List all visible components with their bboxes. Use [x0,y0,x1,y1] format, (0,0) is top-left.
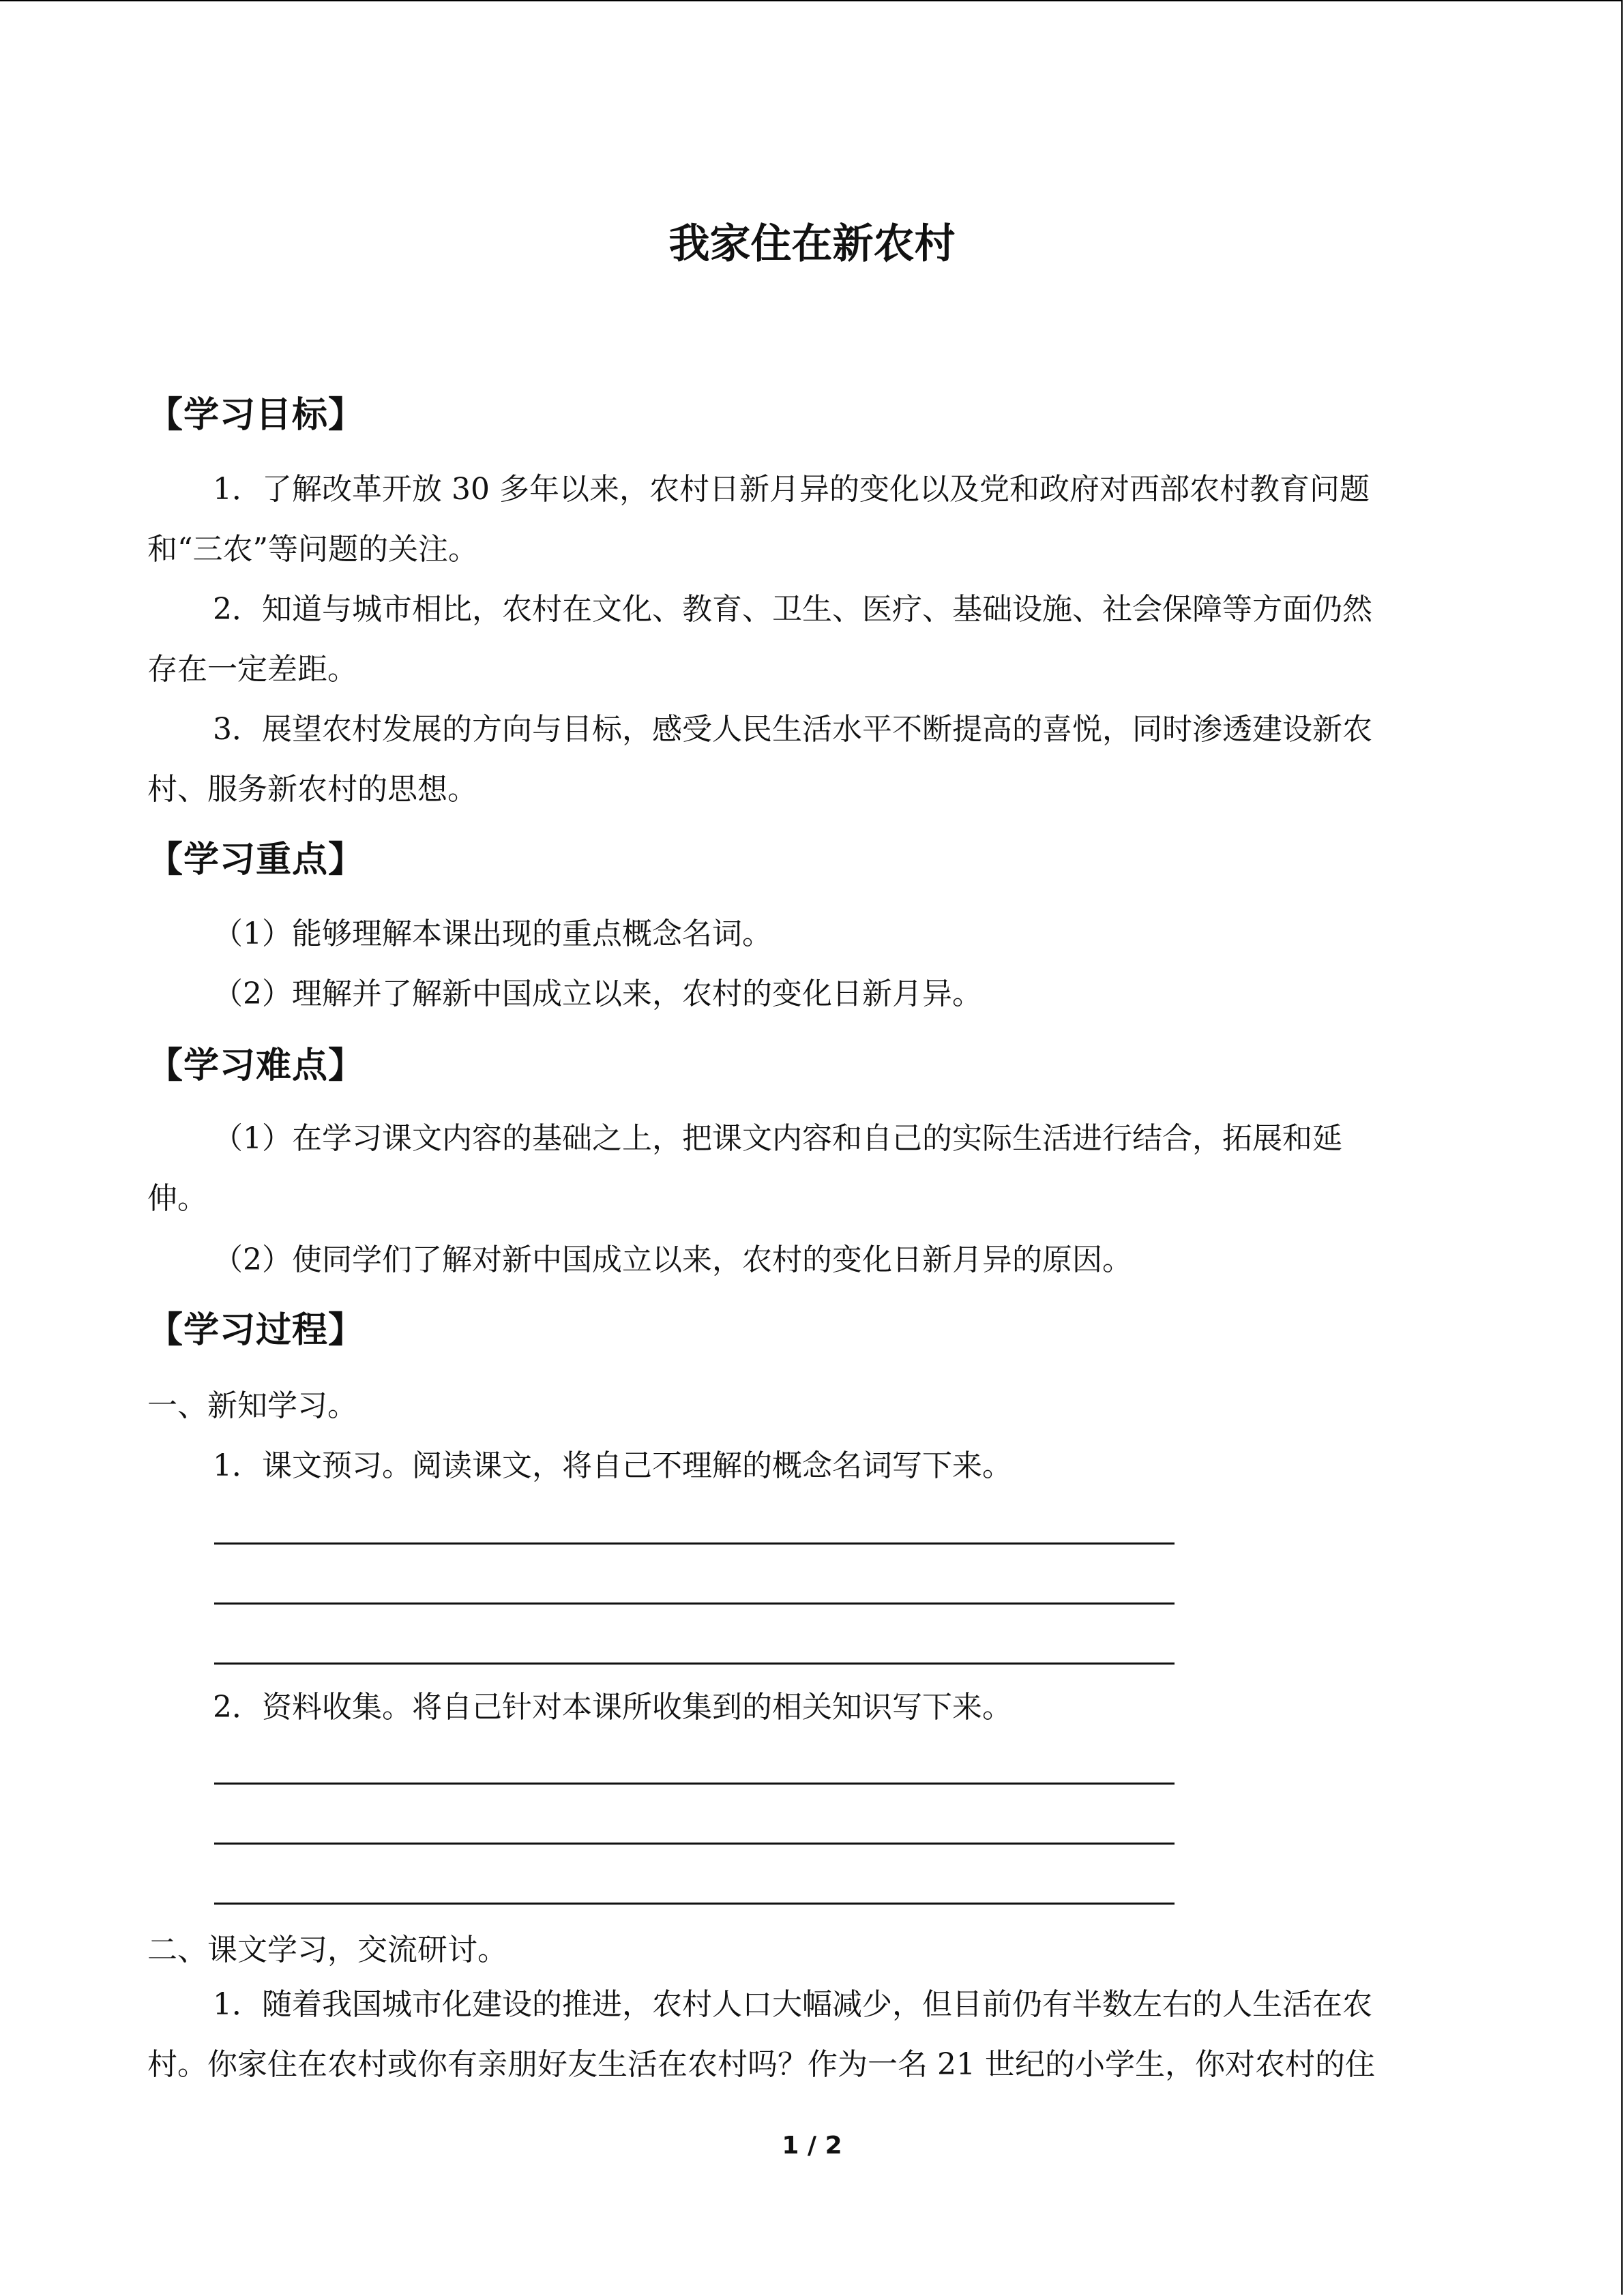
difficulty-1-line-2: 伸。 [147,1181,207,1216]
question-3-line-2: 村。你家住在农村或你有亲朋好友生活在农村吗？作为一名 21 世纪的小学生，你对农村的住 [147,2047,1375,2082]
difficulty-2: （2）使同学们了解对新中国成立以来，农村的变化日新月异的原因。 [213,1242,1132,1277]
page-number: 1 / 2 [782,2132,842,2160]
heading-learning-process: 【学习过程】 [147,1310,365,1351]
goal-1-line-2: 和“三农”等问题的关注。 [147,532,478,567]
part-1-title: 一、新知学习。 [147,1388,357,1423]
goal-2-line-1: 2．知道与城市相比，农村在文化、教育、卫生、医疗、基础设施、社会保障等方面仍然 [213,592,1372,627]
answer-line-4[interactable] [214,1783,1175,1785]
goal-3-line-2: 村、服务新农村的思想。 [147,772,477,807]
goal-1-line-1: 1．了解改革开放 30 多年以来，农村日新月异的变化以及党和政府对西部农村教育问题 [213,472,1370,507]
heading-difficulties: 【学习难点】 [147,1045,365,1086]
question-2: 2．资料收集。将自己针对本课所收集到的相关知识写下来。 [213,1690,1012,1725]
answer-line-1[interactable] [214,1542,1175,1545]
difficulty-1-line-1: （1）在学习课文内容的基础之上，把课文内容和自己的实际生活进行结合，拓展和延 [213,1121,1342,1156]
heading-learning-goals: 【学习目标】 [147,395,365,436]
part-2-title: 二、课文学习，交流研讨。 [147,1933,507,1967]
page-title: 我家住在新农村 [668,220,956,268]
heading-key-points: 【学习重点】 [147,839,365,880]
key-point-2: （2）理解并了解新中国成立以来，农村的变化日新月异。 [213,976,982,1011]
answer-line-6[interactable] [214,1903,1175,1905]
answer-line-5[interactable] [214,1843,1175,1845]
key-point-1: （1）能够理解本课出现的重点概念名词。 [213,916,772,951]
answer-line-2[interactable] [214,1602,1175,1605]
goal-2-line-2: 存在一定差距。 [147,652,357,687]
answer-line-3[interactable] [214,1663,1175,1665]
question-1: 1．课文预习。阅读课文，将自己不理解的概念名词写下来。 [213,1448,1012,1483]
question-3-line-1: 1．随着我国城市化建设的推进，农村人口大幅减少，但目前仍有半数左右的人生活在农 [213,1987,1372,2022]
goal-3-line-1: 3．展望农村发展的方向与目标，感受人民生活水平不断提高的喜悦，同时渗透建设新农 [213,712,1372,747]
